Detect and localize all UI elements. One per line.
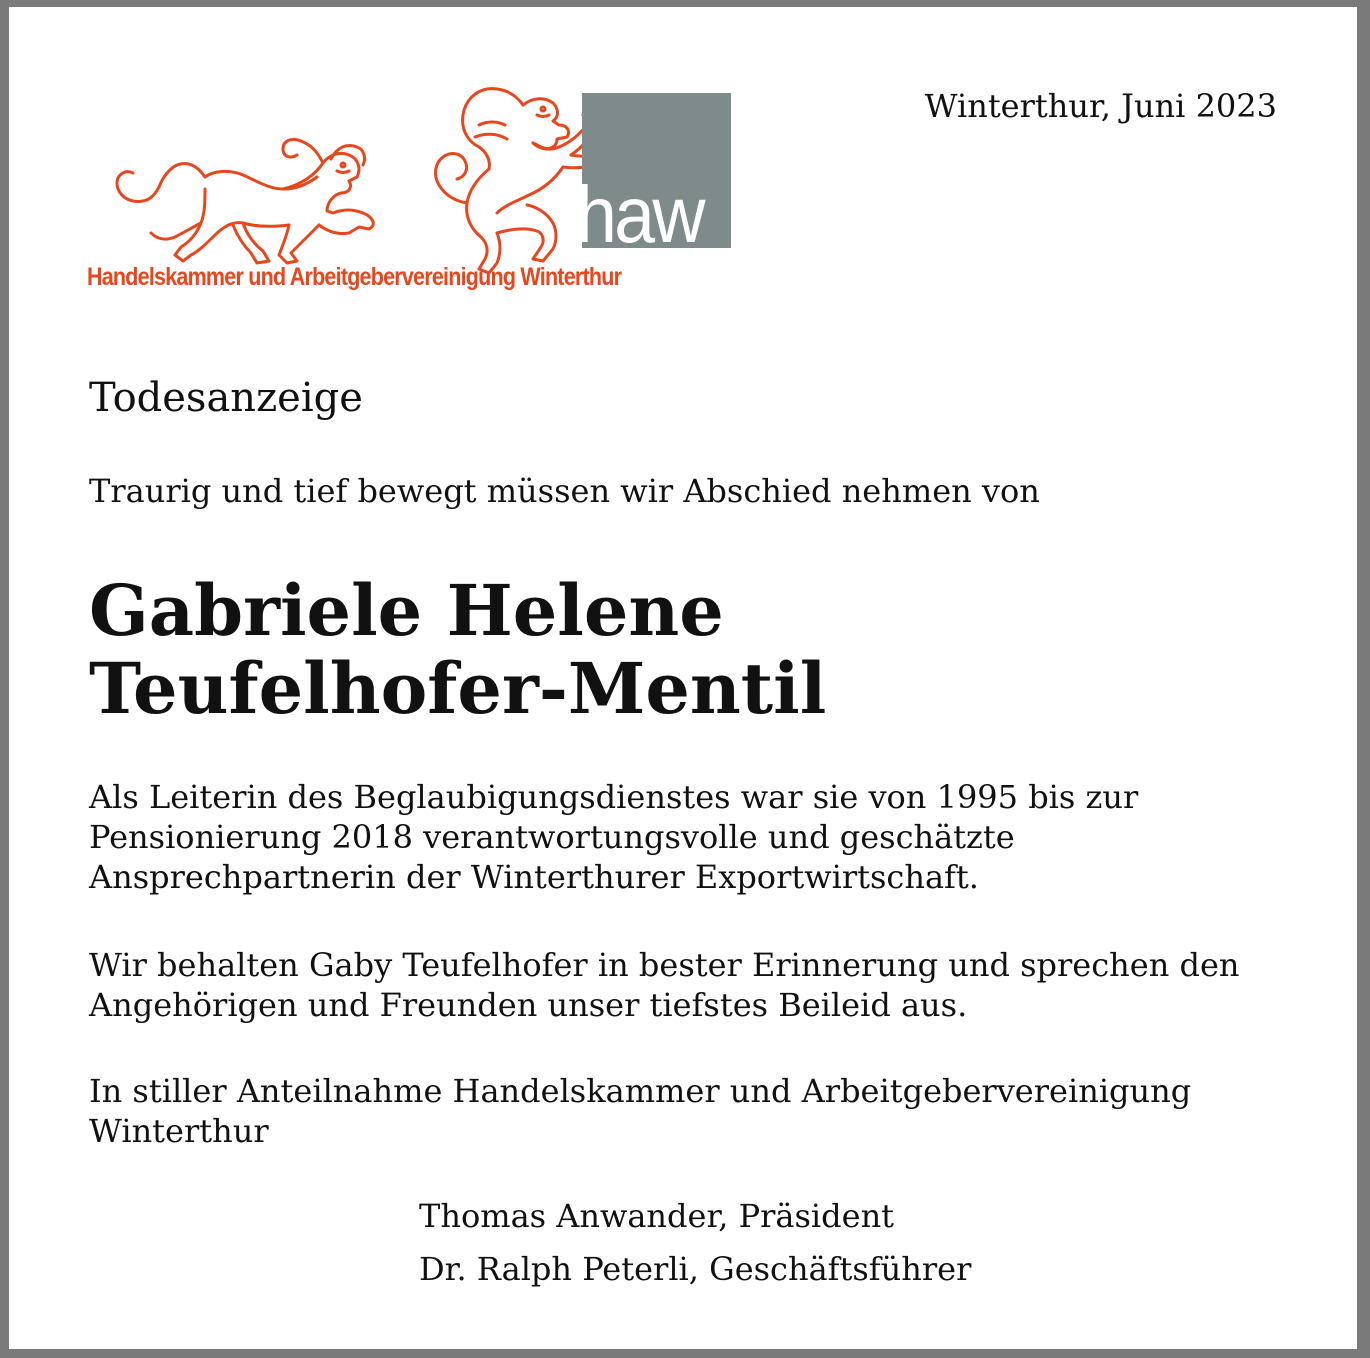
notice-heading: Todesanzeige [89, 375, 363, 421]
paragraph-career: Als Leiterin des Beglaubigungsdienstes war sie von 1995 bis zur Pensionierung 2018 verantwortungsvolle und geschätzte Ansprechpartnerin der Winterthurer Exportwirtschaft. [89, 778, 1139, 896]
logo-organization-name: Handelskammer und Arbeitgebervereinigung Winterthur [87, 263, 622, 291]
paragraph-sympathy: In stiller Anteilnahme Handelskammer und Arbeitgebervereinigung Winterthur [89, 1072, 1192, 1150]
deceased-name-line-2: Teufelhofer-Mentil [89, 647, 827, 730]
haw-wordmark: haw [576, 170, 703, 259]
lion-left-icon [117, 139, 373, 263]
paragraph-condolence: Wir behalten Gaby Teufelhofer in bester Erinnerung und sprechen den Angehörigen und Freunden unser tiefstes Beileid aus. [89, 946, 1240, 1024]
date-line: Winterthur, Juni 2023 [924, 87, 1277, 125]
signature-president: Thomas Anwander, Präsident [419, 1197, 895, 1235]
notice-intro: Traurig und tief bewegt müssen wir Abschied nehmen von [89, 472, 1040, 510]
deceased-name [89, 569, 827, 730]
signature-director: Dr. Ralph Peterli, Geschäftsführer [419, 1250, 972, 1288]
deceased-name-line-1: Gabriele Helene [89, 569, 724, 652]
